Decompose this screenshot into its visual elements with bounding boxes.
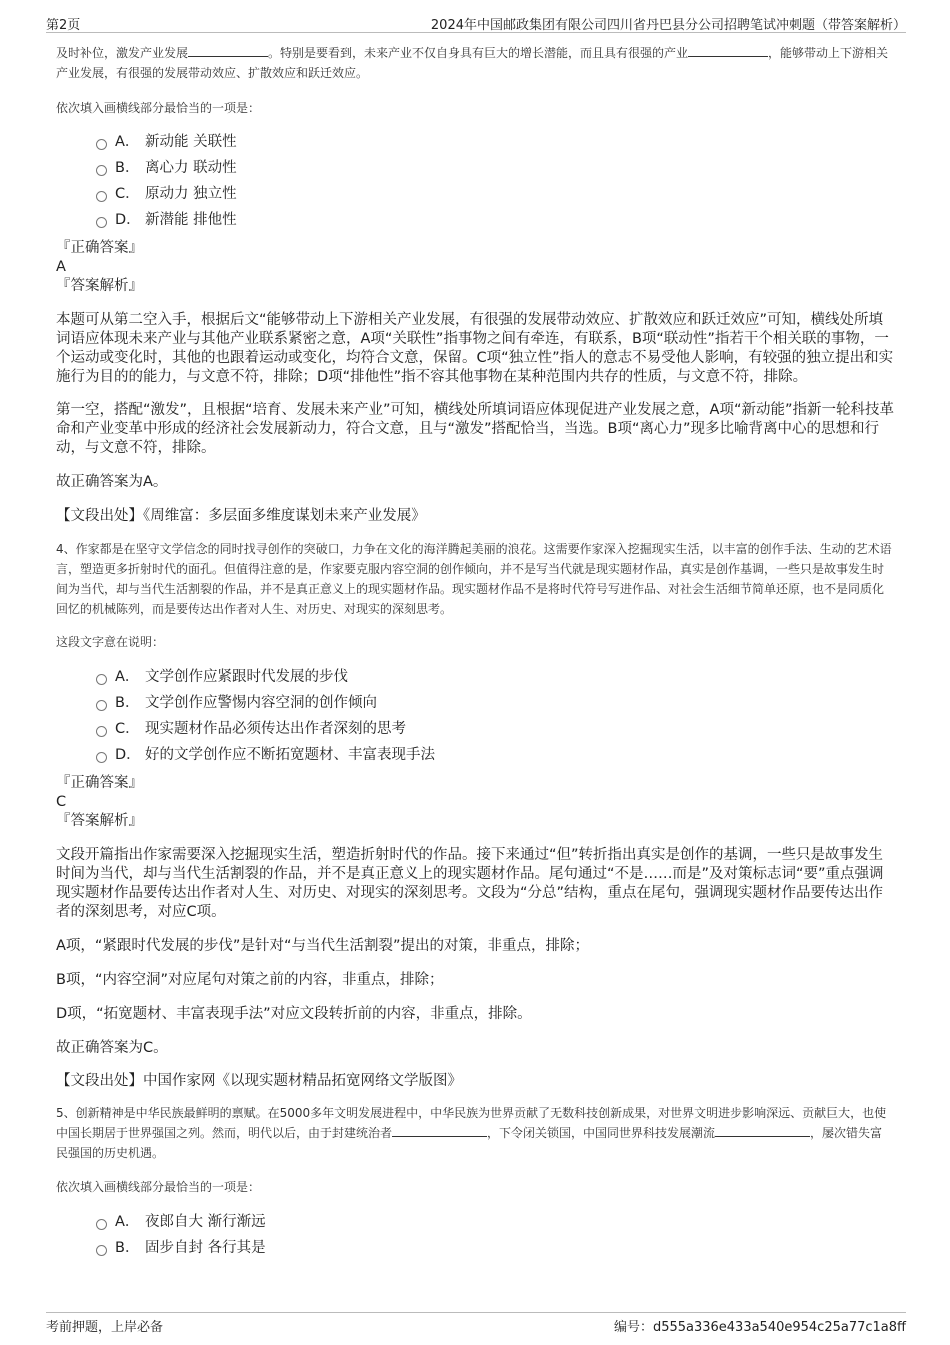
option-text: 离心力 联动性 <box>145 160 237 176</box>
q4-analysis-p5: 故正确答案为C。 <box>56 1040 168 1056</box>
q3-option-b[interactable] <box>96 155 894 181</box>
q3-analysis-p2: 第一空，搭配“激发”，且根据“培育、发展未来产业”可知，横线处所填词语应体现促进产业发展之意，A项“新动能”指新一轮科技革命和产业变革中形成的经济社会发展新动力，符合文意，且与“激发”搭配恰当，当选。B项“离心力”现多比喻背离中心的思想和行动，与文意不符，排除。 <box>56 402 894 456</box>
q5-option-b[interactable] <box>96 1235 894 1261</box>
page-header <box>46 12 906 33</box>
radio-icon[interactable] <box>96 1245 107 1256</box>
option-text: 现实题材作品必须传达出作者深刻的思考 <box>145 721 406 737</box>
option-letter: C． <box>115 186 140 202</box>
option-letter: A． <box>115 134 140 150</box>
option-text: 固步自封 各行其是 <box>145 1240 266 1256</box>
q5-stem <box>56 1103 894 1163</box>
q5-stem-part1: 5、创新精神是中华民族最鲜明的禀赋。在5000多年文明发展进程中，中华民族为世界贡献了无数科技创新成果，对世界文明进步影响深远、贡献巨大，也使中国长期居于世界强国之列。然而，明代以后，由于封建统治者 <box>56 1106 887 1140</box>
q4-option-d[interactable] <box>96 742 894 768</box>
q3-analysis-label: 『答案解析』 <box>56 278 143 294</box>
q3-option-a[interactable] <box>96 129 894 155</box>
q5-blank-1 <box>392 1124 487 1137</box>
q3-analysis-p1: 本题可从第二空入手，根据后文“能够带动上下游相关产业发展，有很强的发展带动效应、扩散效应和跃迁效应”可知，横线处所填词语应体现未来产业与其他产业联系紧密之意，A项“关联性”指事物之间有牵连，有联系，B项“联动性”指若干个相关联的事物，一个运动或变化时，其他的也跟着运动或变化，均符合文意，保留。C项“独立性”指人的意志不易受他人影响，有较强的独立提出和实施行为目的的能力，与文意不符，排除；D项“排他性”指不容其他事物在某种范围内共存的性质，与文意不符，排除。 <box>56 312 894 385</box>
option-text: 好的文学创作应不断拓宽题材、丰富表现手法 <box>145 747 435 763</box>
radio-icon[interactable] <box>96 191 107 202</box>
option-letter: A． <box>115 1214 140 1230</box>
q5-stem-part2: ，下令闭关锁国，中国同世界科技发展潮流 <box>487 1126 716 1140</box>
q4-answer: C <box>56 794 67 810</box>
option-text: 新潜能 排他性 <box>145 212 237 228</box>
q3-stem-part3: ，能够带动上下游相关产业发展，有很强的发展带动效应、扩散效应和跃迁效应。 <box>56 46 889 80</box>
page-footer <box>46 1312 906 1333</box>
q3-stem <box>56 43 894 83</box>
q3-analysis-p3: 故正确答案为A。 <box>56 474 168 490</box>
option-letter: B． <box>115 695 140 711</box>
q5-options <box>96 1209 894 1261</box>
q5-option-a[interactable] <box>96 1209 894 1235</box>
option-text: 新动能 关联性 <box>145 134 237 150</box>
option-text: 文学创作应警惕内容空洞的创作倾向 <box>145 695 377 711</box>
q3-answer-label: 『正确答案』 <box>56 240 143 256</box>
radio-icon[interactable] <box>96 700 107 711</box>
page-number: 第2页 <box>46 18 81 33</box>
option-text: 原动力 独立性 <box>145 186 237 202</box>
q4-stem: 4、作家都是在坚守文学信念的同时找寻创作的突破口，力争在文化的海洋腾起美丽的浪花。这需要作家深入挖掘现实生活，以丰富的创作手法、生动的艺术语言，塑造更多折射时代的面孔。但值得注意的是，作家要克服内容空洞的创作倾向，并不是写当代就是现实题材作品，真实是创作基调，一些只是故事发生时间为当代，却与当代生活割裂的作品，并不是真正意义上的现实题材作品。现实题材作品不是将时代符号写进作品、对社会生活细节简单还原，也不是同质化回忆的机械陈列，而是要传达出作者对人生、对历史、对现实的深刻思考。 <box>56 542 892 616</box>
q3-stem-part1: 及时补位，激发产业发展 <box>56 46 189 60</box>
q4-answer-label: 『正确答案』 <box>56 775 143 791</box>
option-letter: B． <box>115 1240 140 1256</box>
q4-analysis-p4: D项，“拓宽题材、丰富表现手法”对应文段转折前的内容，非重点，排除。 <box>56 1006 532 1022</box>
q5-prompt: 依次填入画横线部分最恰当的一项是： <box>56 1180 261 1194</box>
radio-icon[interactable] <box>96 139 107 150</box>
q4-option-a[interactable] <box>96 664 894 690</box>
q4-option-c[interactable] <box>96 716 894 742</box>
option-text: 夜郎自大 渐行渐远 <box>145 1214 266 1230</box>
q3-prompt: 依次填入画横线部分最恰当的一项是： <box>56 101 261 115</box>
q4-analysis-p3: B项，“内容空洞”对应尾句对策之前的内容，非重点，排除； <box>56 972 444 988</box>
q4-analysis-p1: 文段开篇指出作家需要深入挖掘现实生活，塑造折射时代的作品。接下来通过“但”转折指出真实是创作的基调，一些只是故事发生时间为当代，却与当代生活割裂的作品，并不是真正意义上的现实题材作品。尾句通过“不是……而是”及对策标志词“要”重点强调现实题材作品要传达出作者对人生、对历史、对现实的深刻思考。文段为“分总”结构，重点在尾句，强调现实题材作品要传达出作者的深刻思考，对应C项。 <box>56 847 884 920</box>
q4-analysis-label: 『答案解析』 <box>56 813 143 829</box>
q5-blank-2 <box>715 1124 810 1137</box>
footer-slogan: 考前押题，上岸必备 <box>46 1320 164 1335</box>
footer-serial: 编号：d555a336e433a540e954c25a77c1a8ff <box>613 1320 906 1335</box>
radio-icon[interactable] <box>96 674 107 685</box>
option-letter: D． <box>115 747 141 763</box>
q4-source: 【文段出处】中国作家网《以现实题材精品拓宽网络文学版图》 <box>56 1073 462 1089</box>
q4-options <box>96 664 894 768</box>
option-letter: A． <box>115 669 140 685</box>
q3-answer: A <box>56 259 66 275</box>
q3-source: 【文段出处】《周维富：多层面多维度谋划未来产业发展》 <box>56 508 426 524</box>
radio-icon[interactable] <box>96 752 107 763</box>
radio-icon[interactable] <box>96 726 107 737</box>
q5-stem-part3: ，屡次错失富民强国的历史机遇。 <box>56 1126 883 1160</box>
q3-stem-part2: 。特别是要看到，未来产业不仅自身具有巨大的增长潜能，而且具有很强的产业 <box>268 46 689 60</box>
q3-blank-1 <box>188 44 268 57</box>
q3-option-d[interactable] <box>96 207 894 233</box>
option-text: 文学创作应紧跟时代发展的步伐 <box>145 669 348 685</box>
document-body <box>56 43 894 1261</box>
q4-option-b[interactable] <box>96 690 894 716</box>
option-letter: B． <box>115 160 140 176</box>
q3-options <box>96 129 894 233</box>
document-title: 2024年中国邮政集团有限公司四川省丹巴县分公司招聘笔试冲刺题（带答案解析） <box>430 18 906 33</box>
option-letter: C． <box>115 721 140 737</box>
q3-option-c[interactable] <box>96 181 894 207</box>
q3-blank-2 <box>688 44 768 57</box>
q4-analysis-p2: A项，“紧跟时代发展的步伐”是针对“与当代生活割裂”提出的对策，非重点，排除； <box>56 938 589 954</box>
option-letter: D． <box>115 212 141 228</box>
radio-icon[interactable] <box>96 1219 107 1230</box>
radio-icon[interactable] <box>96 217 107 228</box>
radio-icon[interactable] <box>96 165 107 176</box>
q4-prompt: 这段文字意在说明： <box>56 635 165 649</box>
